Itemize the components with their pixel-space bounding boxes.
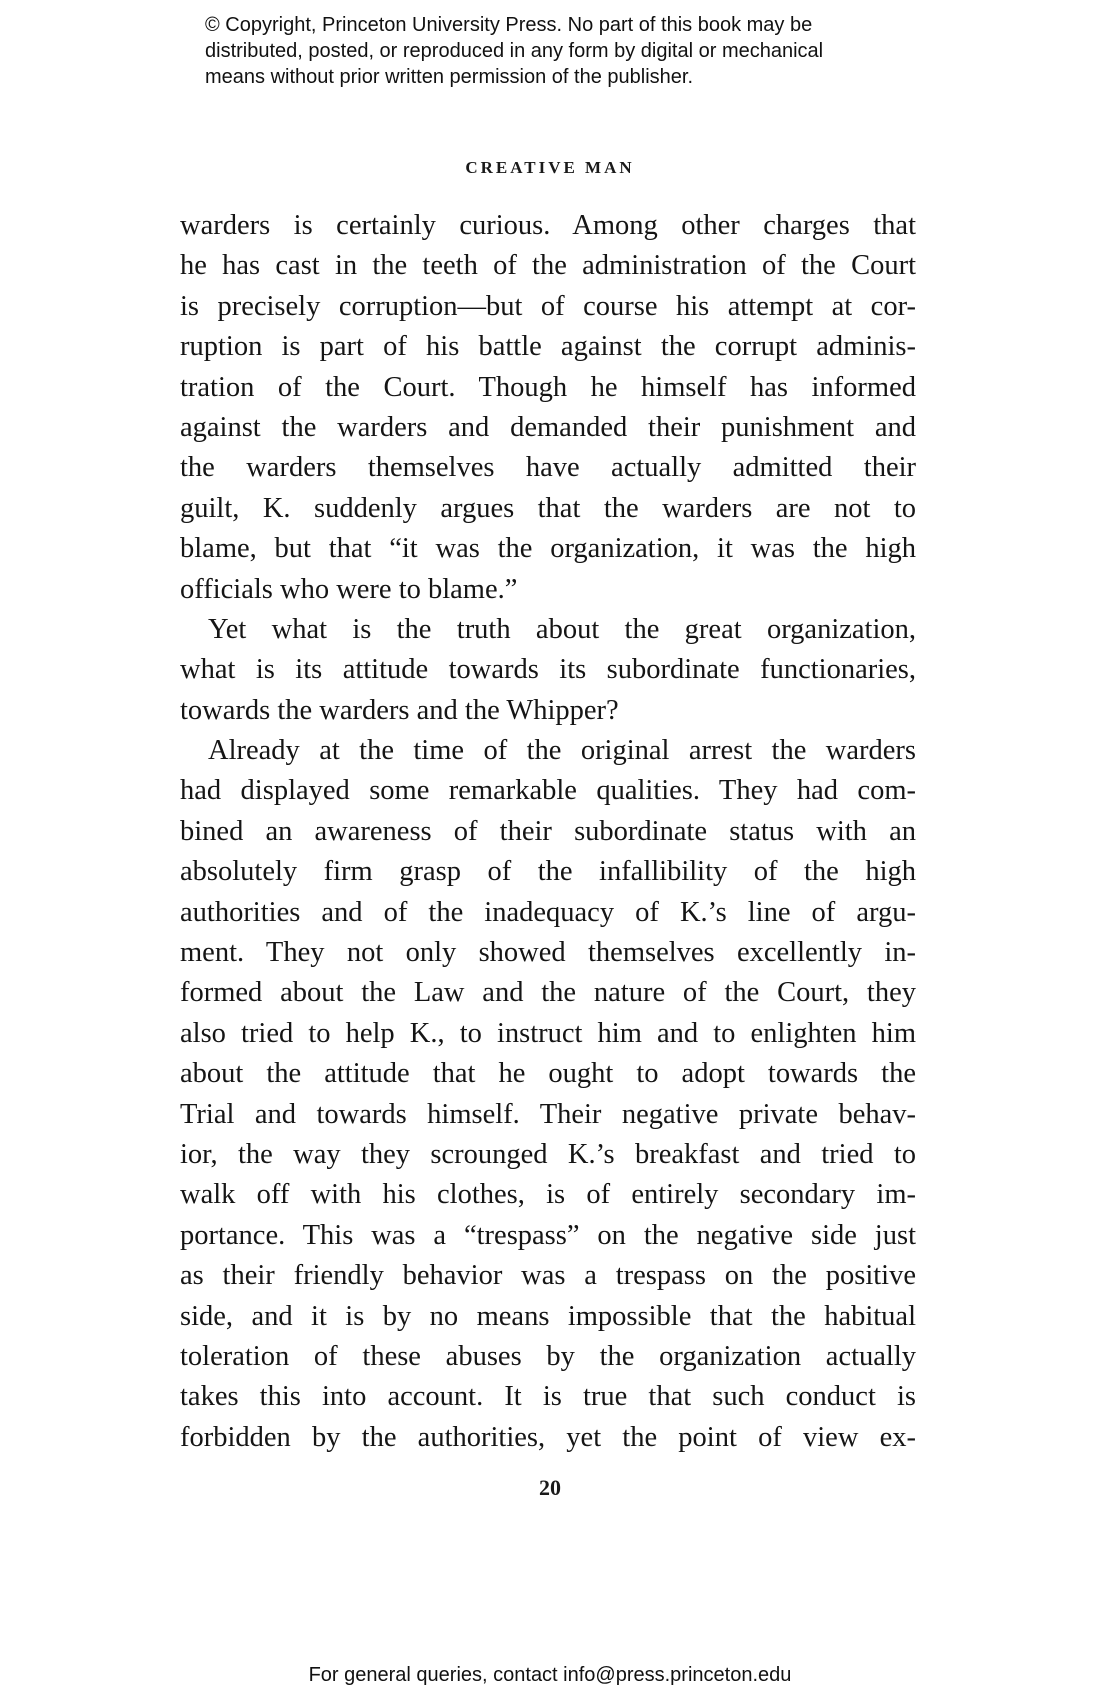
text-line: officials who were to blame.” (180, 573, 518, 605)
copyright-line: distributed, posted, or reproduced in any form by digital or mechanical (205, 40, 824, 62)
text-line: is precisely corruption—but of course his attempt at cor- (180, 290, 916, 322)
text-line: guilt, K. suddenly argues that the warders are not to (180, 492, 916, 524)
text-line: forbidden by the authorities, yet the point of view ex- (180, 1421, 916, 1453)
text-line: he has cast in the teeth of the administration of the Court (180, 250, 916, 282)
text-line: side, and it is by no means impossible that the habitual (180, 1300, 916, 1332)
text-line: warders is certainly curious. Among other charges that (180, 210, 916, 241)
text-line: bined an awareness of their subordinate status with an (180, 815, 916, 847)
body-text (180, 206, 916, 1458)
text-line: toleration of these abuses by the organization actually (180, 1340, 916, 1372)
text-line: Trial and towards himself. Their negative private behav- (180, 1098, 916, 1130)
text-line: blame, but that “it was the organization, it was the high (180, 533, 916, 565)
text-line: Already at the time of the original arrest the warders (208, 735, 916, 767)
page-number: 20 (539, 1475, 561, 1500)
text-line: authorities and of the inadequacy of K.’s line of argu- (180, 896, 916, 928)
copyright-notice (205, 12, 965, 90)
text-line: about the attitude that he ought to adopt towards the (180, 1058, 916, 1090)
copyright-line: © Copyright, Princeton University Press. No part of this book may be (205, 14, 813, 36)
text-line: the warders themselves have actually admitted their (180, 452, 916, 484)
text-line: tration of the Court. Though he himself has informed (180, 371, 916, 403)
text-line: walk off with his clothes, is of entirely secondary im- (180, 1179, 916, 1211)
text-line: against the warders and demanded their punishment and (180, 411, 916, 443)
text-line: takes this into account. It is true that such conduct is (180, 1381, 916, 1413)
text-line: ruption is part of his battle against the corrupt adminis- (180, 331, 916, 363)
running-head: CREATIVE MAN (465, 158, 635, 177)
text-line: portance. This was a “trespass” on the negative side just (180, 1219, 916, 1251)
text-line: what is its attitude towards its subordinate functionaries, (180, 654, 916, 686)
text-line: as their friendly behavior was a trespass on the positive (180, 1260, 916, 1292)
copyright-line: means without prior written permission of the publisher. (205, 66, 694, 88)
text-line: ment. They not only showed themselves excellently in- (180, 937, 916, 969)
text-line: had displayed some remarkable qualities. They had com- (180, 775, 916, 807)
text-line: ior, the way they scrounged K.’s breakfast and tried to (180, 1138, 916, 1170)
text-line: also tried to help K., to instruct him and to enlighten him (180, 1017, 916, 1049)
footer-contact: For general queries, contact info@press.princeton.edu (308, 1664, 792, 1686)
text-line: towards the warders and the Whipper? (180, 694, 619, 726)
text-line: Yet what is the truth about the great organization, (208, 613, 916, 645)
text-line: absolutely firm grasp of the infallibility of the high (180, 856, 916, 888)
text-line: formed about the Law and the nature of the Court, they (180, 977, 916, 1009)
